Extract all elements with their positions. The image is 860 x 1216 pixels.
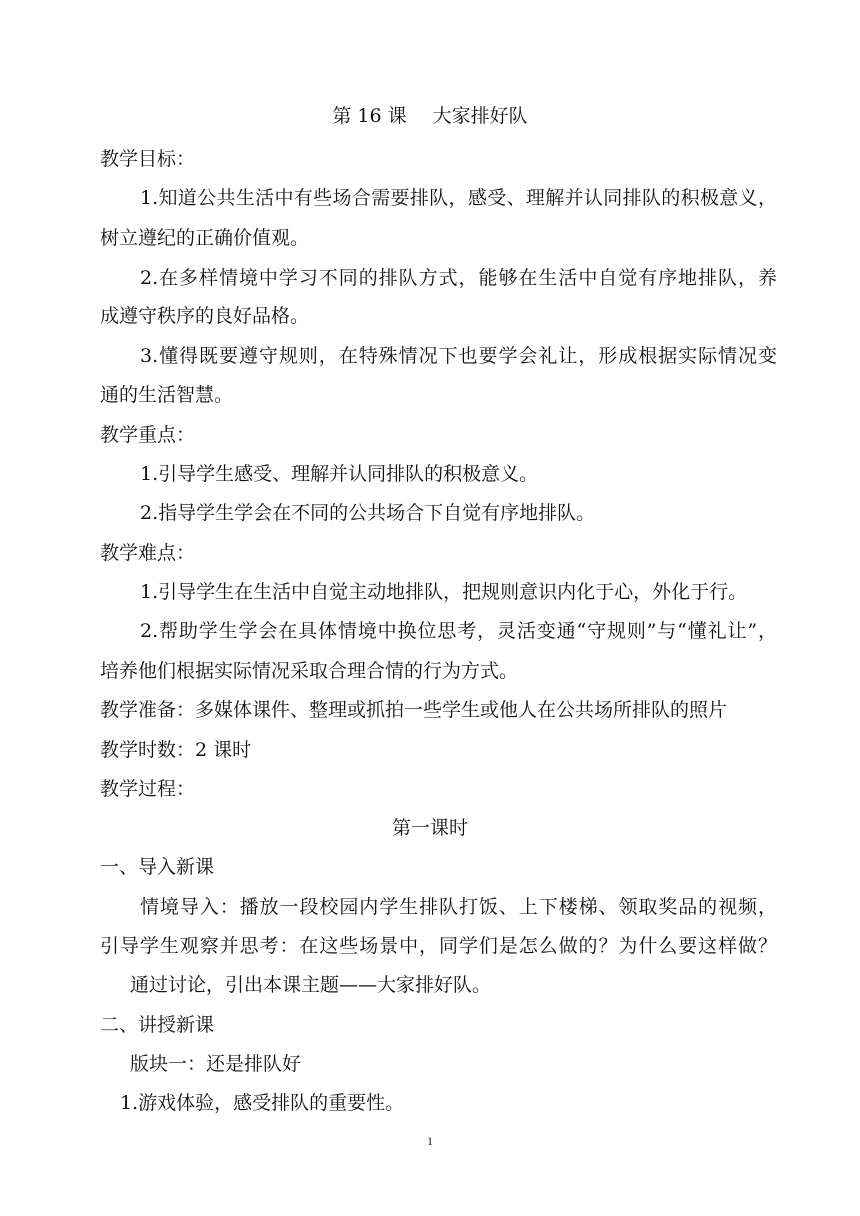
intro-line-1: 情境导入：播放一段校园内学生排队打饭、上下楼梯、领取奖品的视频，	[140, 896, 777, 918]
goal-2-line-2: 成遵守秩序的良好品格。	[100, 305, 310, 327]
goal-1-line-2: 树立遵纪的正确价值观。	[100, 227, 310, 249]
teaching-preparation: 教学准备：多媒体课件、整理或抓拍一些学生或他人在公共场所排队的照片	[100, 699, 728, 721]
key-points-heading: 教学重点：	[100, 424, 196, 446]
lesson-title	[0, 104, 860, 128]
difficulty-2-line-1: 2.帮助学生学会在具体情境中换位思考，灵活变通“守规则”与“懂礼让”，	[140, 620, 777, 642]
process-heading: 教学过程：	[100, 778, 196, 800]
section-1-heading: 一、导入新课	[100, 856, 215, 878]
teaching-hours: 教学时数：2 课时	[100, 739, 252, 761]
difficulty-1: 1.引导学生在生活中自觉主动地排队，把规则意识内化于心，外化于行。	[140, 581, 748, 603]
section-2-heading: 二、讲授新课	[100, 1014, 215, 1036]
goal-3-line-2: 通的生活智慧。	[100, 384, 234, 406]
difficulty-heading: 教学难点：	[100, 542, 196, 564]
lesson-number: 第 16 课	[332, 105, 407, 127]
page-number: 1	[427, 1134, 433, 1148]
key-point-1: 1.引导学生感受、理解并认同排队的积极意义。	[140, 463, 539, 485]
lesson-name: 大家排好队	[432, 105, 528, 127]
goal-3-line-1: 3.懂得既要遵守规则，在特殊情况下也要学会礼让，形成根据实际情况变	[140, 345, 777, 367]
goals-heading: 教学目标：	[100, 148, 196, 170]
item-1: 1.游戏体验，感受排队的重要性。	[120, 1092, 405, 1114]
difficulty-2-line-2: 培养他们根据实际情况采取合理合情的行为方式。	[100, 660, 519, 682]
block-1-heading: 版块一：还是排队好	[130, 1053, 302, 1075]
goal-2-line-1: 2.在多样情境中学习不同的排队方式，能够在生活中自觉有序地排队，养	[140, 267, 777, 289]
intro-line-3: 通过讨论，引出本课主题——大家排好队。	[130, 974, 492, 996]
lesson-one-heading: 第一课时	[391, 817, 468, 839]
key-point-2: 2.指导学生学会在不同的公共场合下自觉有序地排队。	[140, 502, 596, 524]
goal-1-line-1: 1.知道公共生活中有些场合需要排队，感受、理解并认同排队的积极意义，	[140, 187, 777, 209]
intro-line-2: 引导学生观察并思考：在这些场景中，同学们是怎么做的？为什么要这样做？	[100, 935, 777, 957]
